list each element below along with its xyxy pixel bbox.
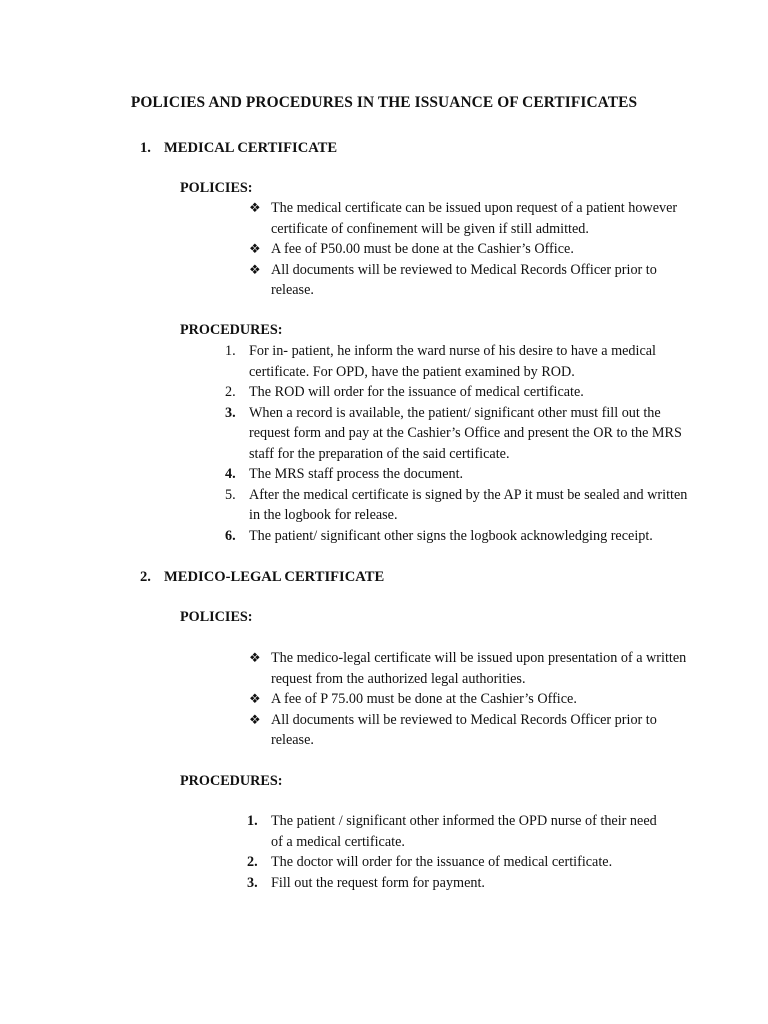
item-number: 5.: [225, 486, 236, 503]
diamond-bullet-icon: ❖: [249, 261, 261, 277]
procedure-text: When a record is available, the patient/ significant other must fill out the request form and pay at the Cashier’s Office and present the OR to the MRS staff for the preparation of the said certificate.: [249, 404, 682, 462]
list-item: [225, 382, 695, 403]
procedure-text: The MRS staff process the document.: [249, 466, 464, 482]
policy-text: All documents will be reviewed to Medical Records Officer prior to release.: [271, 261, 657, 298]
diamond-bullet-icon: ❖: [249, 200, 261, 215]
policy-text: A fee of P50.00 must be done at the Cashier’s Office.: [271, 241, 574, 257]
policies-list: [249, 648, 689, 751]
diamond-bullet-icon: ❖: [249, 711, 261, 727]
section-heading-medical-certificate: [140, 138, 337, 159]
policy-text: The medical certificate can be issued upon request of a patient however certificate of confinement will be given if still admitted.: [271, 200, 678, 237]
list-item: [247, 811, 667, 852]
item-number: 2.: [247, 854, 258, 870]
list-item: [225, 485, 695, 526]
policies-label: POLICIES:: [180, 180, 253, 196]
list-item: [225, 403, 695, 465]
list-item: [249, 710, 689, 751]
policy-text: The medico-legal certificate will be issued upon presentation of a written request from the authorized legal authorities.: [271, 650, 687, 687]
list-item: [249, 260, 689, 301]
list-item: [225, 464, 695, 485]
procedure-text: The patient / significant other informed the OPD nurse of their need of a medical certificate.: [271, 813, 657, 850]
procedure-text: For in- patient, he inform the ward nurse of his desire to have a medical certificate. For OPD, have the patient examined by ROD.: [249, 343, 656, 380]
list-item: [225, 526, 695, 547]
procedure-text: The patient/ significant other signs the logbook acknowledging receipt.: [249, 527, 653, 544]
policies-list: [249, 198, 689, 301]
procedure-text: After the medical certificate is signed by the AP it must be sealed and written in the logbook for release.: [249, 486, 688, 523]
list-item: [247, 852, 667, 873]
diamond-bullet-icon: ❖: [249, 241, 261, 256]
procedures-label: PROCEDURES:: [180, 322, 283, 338]
policies-label: POLICIES:: [180, 609, 253, 625]
section-number: 1.: [140, 140, 151, 156]
section-title: MEDICO-LEGAL CERTIFICATE: [164, 569, 385, 585]
procedures-label: PROCEDURES:: [180, 773, 283, 789]
item-number: 3.: [247, 874, 258, 891]
item-number: 2.: [225, 384, 236, 400]
diamond-outline-bullet-icon: ❖: [249, 650, 261, 665]
item-number: 1.: [247, 813, 258, 829]
procedure-text: The ROD will order for the issuance of medical certificate.: [249, 384, 584, 400]
item-number: 4.: [225, 466, 236, 482]
item-number: 3.: [225, 404, 236, 421]
section-title: MEDICAL CERTIFICATE: [164, 140, 338, 156]
list-item: [249, 239, 689, 260]
diamond-bullet-icon: ❖: [249, 691, 261, 706]
list-item: [249, 648, 689, 689]
section-heading-medico-legal-certificate: [140, 567, 384, 588]
document-title: POLICIES AND PROCEDURES IN THE ISSUANCE OF CERTIFICATES: [130, 94, 638, 111]
procedure-text: Fill out the request form for payment.: [271, 874, 485, 891]
procedures-list: [225, 341, 695, 546]
list-item: [249, 689, 689, 710]
policy-text: A fee of P 75.00 must be done at the Cashier’s Office.: [271, 691, 577, 707]
item-number: 1.: [225, 343, 236, 359]
list-item: [247, 873, 667, 894]
procedure-text: The doctor will order for the issuance of medical certificate.: [271, 854, 613, 870]
list-item: [249, 198, 689, 239]
policy-text: All documents will be reviewed to Medical Records Officer prior to release.: [271, 711, 657, 748]
procedures-list: [247, 811, 667, 893]
item-number: 6.: [225, 527, 236, 544]
section-number: 2.: [140, 569, 151, 585]
list-item: [225, 341, 695, 382]
